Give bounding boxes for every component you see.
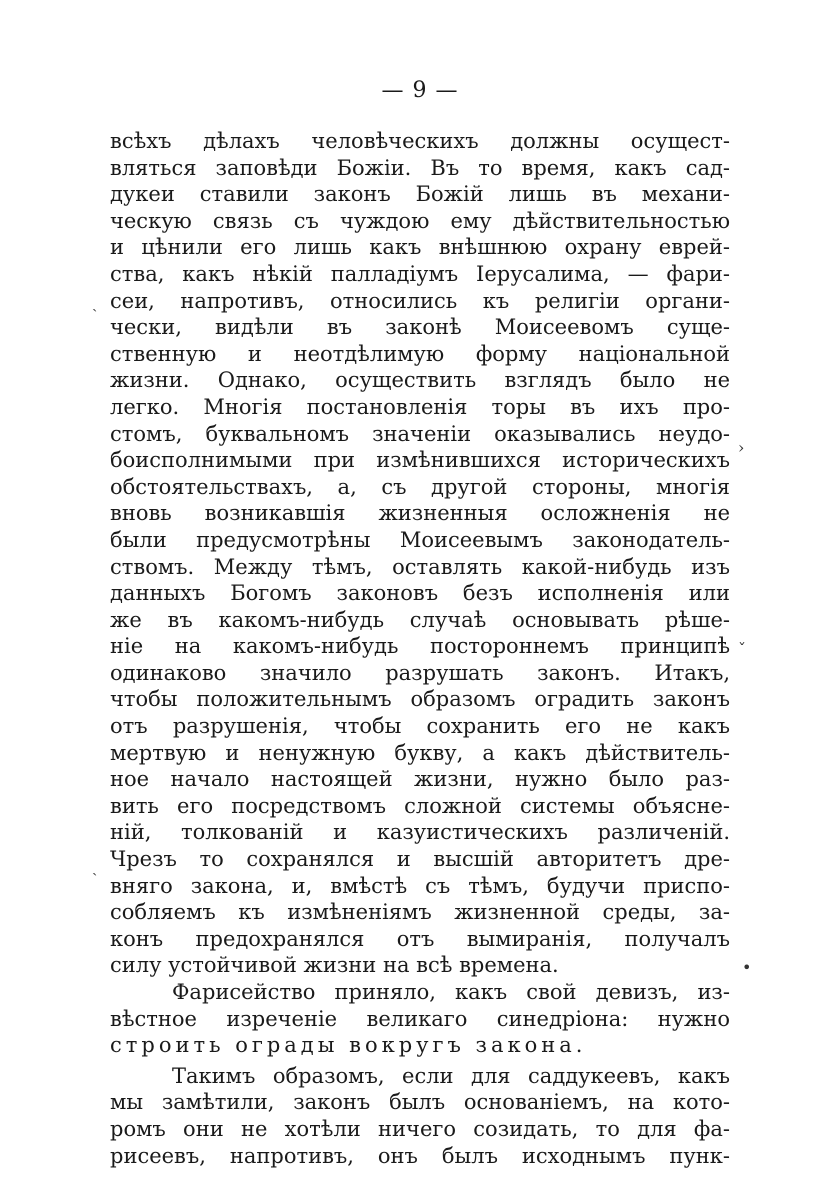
text-line: всѣхъ дѣлахъ человѣческихъ должны осущест- <box>110 129 730 153</box>
text-line: данныхъ Богомъ законовъ безъ исполненія или <box>110 581 730 606</box>
text-line: Такимъ образомъ, если для саддукеевъ, какъ <box>172 1063 730 1088</box>
text-line: жизни. Однако, осуществить взглядъ было не <box>110 368 730 393</box>
text-line: боисполнимыми при измѣнившихся историческихъ <box>110 448 730 473</box>
text-line: были предусмотрѣны Моисеевымъ законодатель- <box>110 527 730 552</box>
margin-speck-icon: ˇ <box>738 640 746 659</box>
text-line: Чрезъ то сохранялся и высшій авторитетъ дре- <box>110 847 730 872</box>
text-line: чески, видѣли въ законѣ Моисеевомъ суще- <box>110 315 730 340</box>
text-line: мертвую и ненужную букву, а какъ дѣйствитель- <box>110 740 730 765</box>
text-line: чтобы положительнымъ образомъ оградить законъ <box>110 687 730 712</box>
text-line: вляться заповѣди Божіи. Въ то время, какъ сад- <box>110 155 730 180</box>
text-line: ствомъ. Между тѣмъ, оставлять какой-нибудь изъ <box>110 554 730 579</box>
text-line: же въ какомъ-нибудь случаѣ основывать рѣше- <box>110 607 730 632</box>
text-line: строить ограды вокругъ закона. <box>110 1033 587 1058</box>
text-line: и цѣнили его лишь какъ внѣшнюю охрану еврей- <box>110 235 730 260</box>
text-line: вить его посредствомъ сложной системы объясне- <box>110 793 730 818</box>
margin-speck-icon: ˴ <box>92 298 98 317</box>
text-line: отъ разрушенія, чтобы сохранить его не какъ <box>110 714 730 739</box>
text-line: ственную и неотдѣлимую форму національной <box>110 341 730 366</box>
text-line: ства, какъ нѣкій палладіумъ Іерусалима, — фари- <box>110 261 730 286</box>
text-line: рисеевъ, напротивъ, онъ былъ исходнымъ пунк- <box>110 1143 730 1168</box>
text-line: одинаково значило разрушать законъ. Итакъ, <box>110 660 730 685</box>
text-line: дукеи ставили законъ Божій лишь въ механи- <box>110 182 730 207</box>
text-line: ромъ они не хотѣли ничего созидать, то для фа- <box>110 1116 730 1141</box>
text-line: вняго закона, и, вмѣстѣ съ тѣмъ, будучи приспо- <box>110 873 730 898</box>
text-line: легко. Многія постановленія торы въ ихъ про- <box>110 394 730 419</box>
text-line: ческую связь съ чуждою ему дѣйствительностью <box>110 208 730 233</box>
text-line: вѣстное изреченіе великаго синедріона: нужно <box>110 1006 730 1031</box>
text-line: вновь возникавшія жизненныя осложненія не <box>110 501 730 526</box>
text-line: сеи, напротивъ, относились къ религіи органи- <box>110 288 730 313</box>
text-line: обстоятельствахъ, а, съ другой стороны, многія <box>110 474 730 499</box>
text-line: ніе на какомъ-нибудь постороннемъ принципѣ <box>110 634 730 659</box>
page-number: — 9 — <box>381 78 459 103</box>
text-line: силу устойчивой жизни на всѣ времена. <box>110 953 559 978</box>
margin-speck-icon: › <box>738 438 745 457</box>
text-line: ній, толкованій и казуистическихъ различеній. <box>110 820 730 845</box>
text-line: мы замѣтили, законъ былъ основаніемъ, на кото- <box>110 1090 730 1115</box>
margin-speck-icon: ˴ <box>92 862 98 881</box>
text-line: стомъ, буквальномъ значеніи оказывались неудо- <box>110 421 730 446</box>
text-line: конъ предохранялся отъ вымиранія, получалъ <box>110 926 730 951</box>
body-text <box>110 128 730 1169</box>
margin-speck-icon: • <box>742 958 752 977</box>
text-line: собляемъ къ измѣненіямъ жизненной среды, за- <box>110 900 730 925</box>
text-line: Фарисейство приняло, какъ свой девизъ, из- <box>172 980 730 1004</box>
text-line: ное начало настоящей жизни, нужно было раз- <box>110 767 730 792</box>
